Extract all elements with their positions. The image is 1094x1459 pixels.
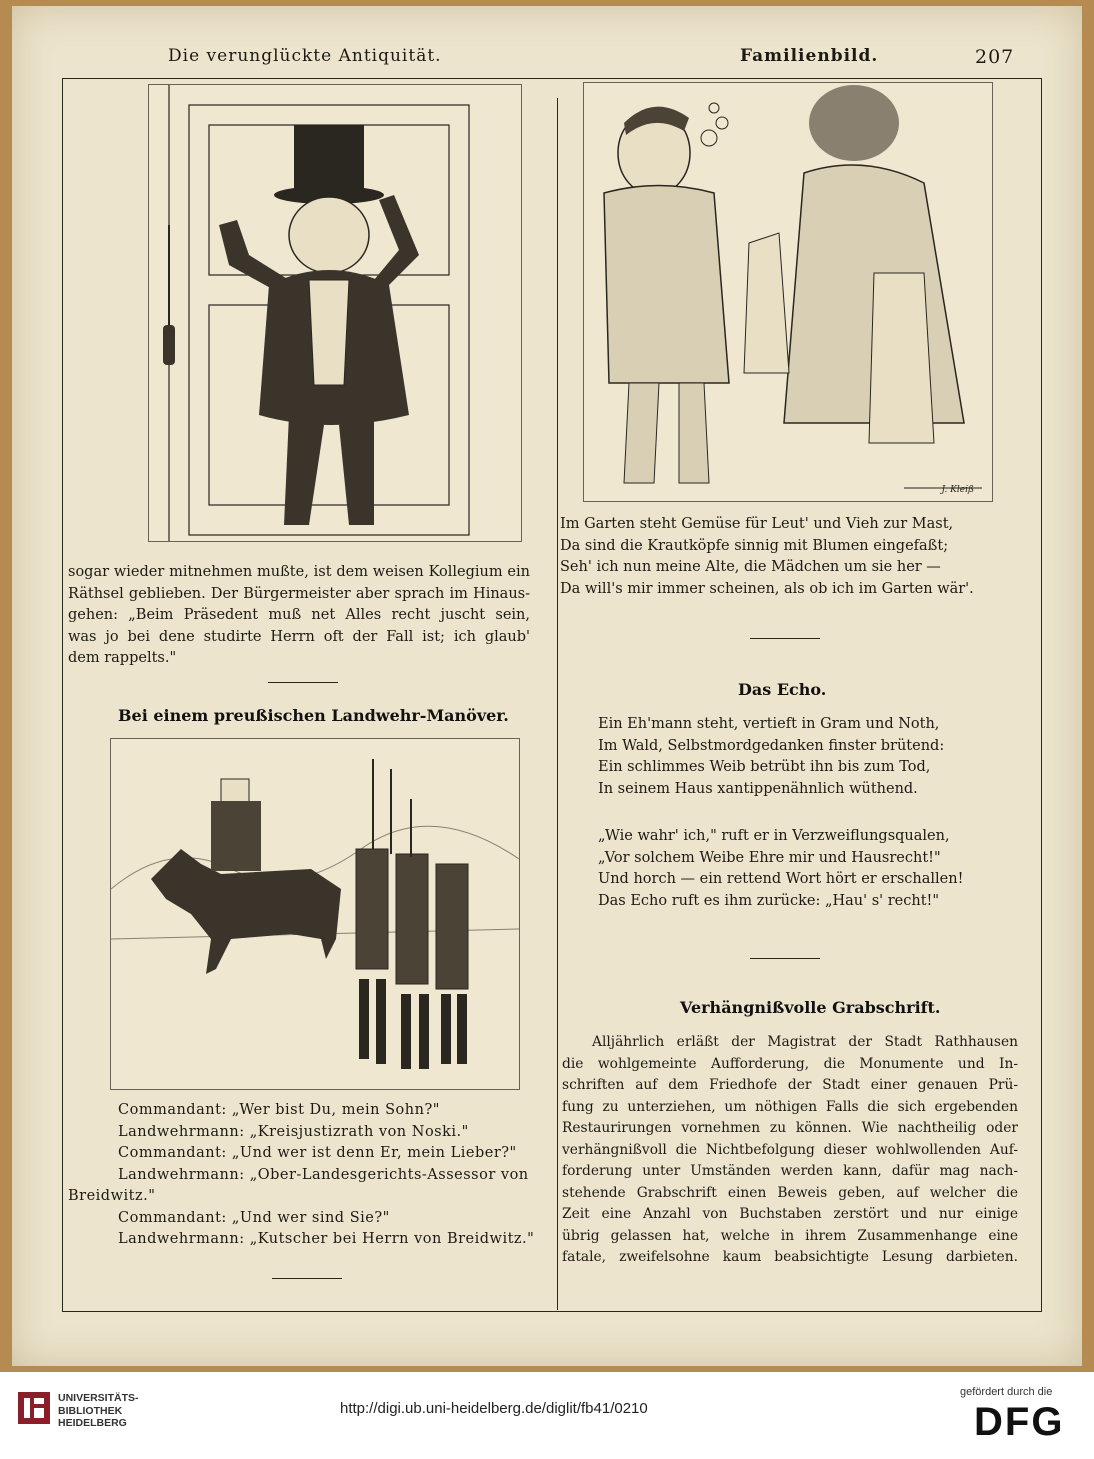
dialogue-line: Landwehrmann: „Ober-Landesgerichts-Assessor von <box>118 1166 529 1183</box>
top-hat-man-drawing <box>149 85 521 541</box>
text-line: Räthsel geblieben. Der Bürgermeister aber sprach im Hinaus- <box>68 585 530 602</box>
dialogue-line: Commandant: „Wer bist Du, mein Sohn?" <box>118 1102 440 1118</box>
text-line: Restaurirungen vornehmen zu können. Wie nachtheilig oder <box>562 1120 1018 1136</box>
poem-line: Ein Eh'mann steht, vertieft in Gram und Noth, <box>598 716 940 732</box>
section-rule <box>272 1278 342 1279</box>
poem-line: Im Wald, Selbstmordgedanken finster brütend: <box>598 737 945 754</box>
dialogue-line: Landwehrmann: „Kutscher bei Herrn von Breidwitz." <box>118 1231 535 1247</box>
poem-line: Da sind die Krautköpfe sinnig mit Blumen eingefaßt; <box>560 537 949 554</box>
text-line: Zeit eine Anzahl von Buchstaben zerstört und nur einige <box>562 1206 1018 1222</box>
library-logo-icon <box>16 1390 52 1426</box>
illustration-family-picture <box>583 82 993 502</box>
text-line: übrig gelassen hat, welche in ihrem Zusammenhange eine <box>562 1227 1018 1244</box>
text-line: Alljährlich erläßt der Magistrat der Stadt Rathhausen <box>592 1034 1018 1050</box>
text-line: verhängnißvoll die Nichtbefolgung dieser wohlwollenden Auf- <box>562 1141 1018 1158</box>
text-line: sogar wieder mitnehmen mußte, ist dem weisen Kollegium ein <box>68 564 530 580</box>
header-right-title: Familienbild. <box>740 46 879 66</box>
left-continuation-text <box>68 562 530 670</box>
manoeuvre-dialogue <box>68 1100 538 1251</box>
poem-line: Und horch — ein rettend Wort hört er erschallen! <box>598 871 964 887</box>
manoeuvre-title: Bei einem preußischen Landwehr-Manöver. <box>118 706 509 725</box>
poem-line: „Vor solchem Weibe Ehre mir und Hausrecht!" <box>598 849 941 866</box>
permalink-url[interactable]: http://digi.ub.uni-heidelberg.de/diglit/fb41/0210 <box>340 1400 648 1417</box>
dialogue-line: Commandant: „Und wer sind Sie?" <box>118 1209 390 1226</box>
dialogue-line: Breidwitz." <box>68 1188 156 1204</box>
section-rule <box>268 682 338 683</box>
text-line: was jo bei dene studirte Herrn oft der Fall ist; ich glaub' <box>68 628 530 645</box>
echo-poem-stanza-1 <box>598 714 1018 800</box>
poem-line: Im Garten steht Gemüse für Leut' und Vieh zur Mast, <box>560 516 954 532</box>
epitaph-text <box>562 1032 1018 1269</box>
poem-line: „Wie wahr' ich," ruft er in Verzweiflungsqualen, <box>598 828 950 844</box>
funding-label: gefördert durch die <box>960 1386 1053 1398</box>
library-line: BIBLIOTHEK <box>58 1404 123 1417</box>
family-poem <box>560 514 1010 600</box>
page-number: 207 <box>975 46 1015 68</box>
header-left-title: Die verunglückte Antiquität. <box>168 46 442 66</box>
section-rule <box>750 958 820 959</box>
text-line: gehen: „Beim Präsedent muß net Alles recht juscht sein, <box>68 607 530 623</box>
poem-line: Das Echo ruft es ihm zurücke: „Hau' s' recht!" <box>598 892 940 909</box>
epitaph-title: Verhängnißvolle Grabschrift. <box>680 998 941 1017</box>
poem-line: Da will's mir immer scheinen, als ob ich im Garten wär'. <box>560 580 974 597</box>
text-line: schriften auf dem Friedhofe der Stadt einer genauen Prü- <box>562 1077 1018 1093</box>
section-rule <box>750 638 820 639</box>
echo-title: Das Echo. <box>738 680 827 699</box>
library-line: UNIVERSITÄTS- <box>58 1392 139 1404</box>
text-line: stehende Grabschrift einen Beweis geben, auf welcher die <box>562 1184 1018 1201</box>
library-name <box>58 1392 139 1430</box>
text-line: fatale, zweifelsohne kaum beabsichtigte Lesung darbieten. <box>562 1249 1018 1265</box>
illustration-man-with-top-hat <box>148 84 522 542</box>
text-line: die wohlgemeinte Aufforderung, die Monumente und In- <box>562 1055 1018 1072</box>
dialogue-line: Landwehrmann: „Kreisjustizrath von Noski." <box>118 1123 469 1140</box>
text-line: forderung unter Umständen werden kann, dafür mag nach- <box>562 1163 1018 1179</box>
library-line: HEIDELBERG <box>58 1417 127 1429</box>
text-line: fung zu unterziehen, um nöthigen Falls die sich ergebenden <box>562 1098 1018 1115</box>
dialogue-line: Commandant: „Und wer ist denn Er, mein Lieber?" <box>118 1145 517 1161</box>
manoeuvre-drawing <box>111 739 519 1089</box>
echo-poem-stanza-2 <box>598 826 1018 912</box>
poem-line: In seinem Haus xantippenähnlich wüthend. <box>598 780 918 797</box>
family-drawing <box>584 83 992 501</box>
text-line: dem rappelts." <box>68 650 177 666</box>
poem-line: Seh' ich nun meine Alte, die Mädchen um sie her — <box>560 559 941 575</box>
poem-line: Ein schlimmes Weib betrübt ihn bis zum Tod, <box>598 759 931 775</box>
illustration-signature: J. Kleiß <box>941 485 974 495</box>
illustration-landwehr-manoeuvre <box>110 738 520 1090</box>
column-divider <box>557 98 558 1310</box>
dfg-logo: DFG <box>974 1400 1065 1444</box>
